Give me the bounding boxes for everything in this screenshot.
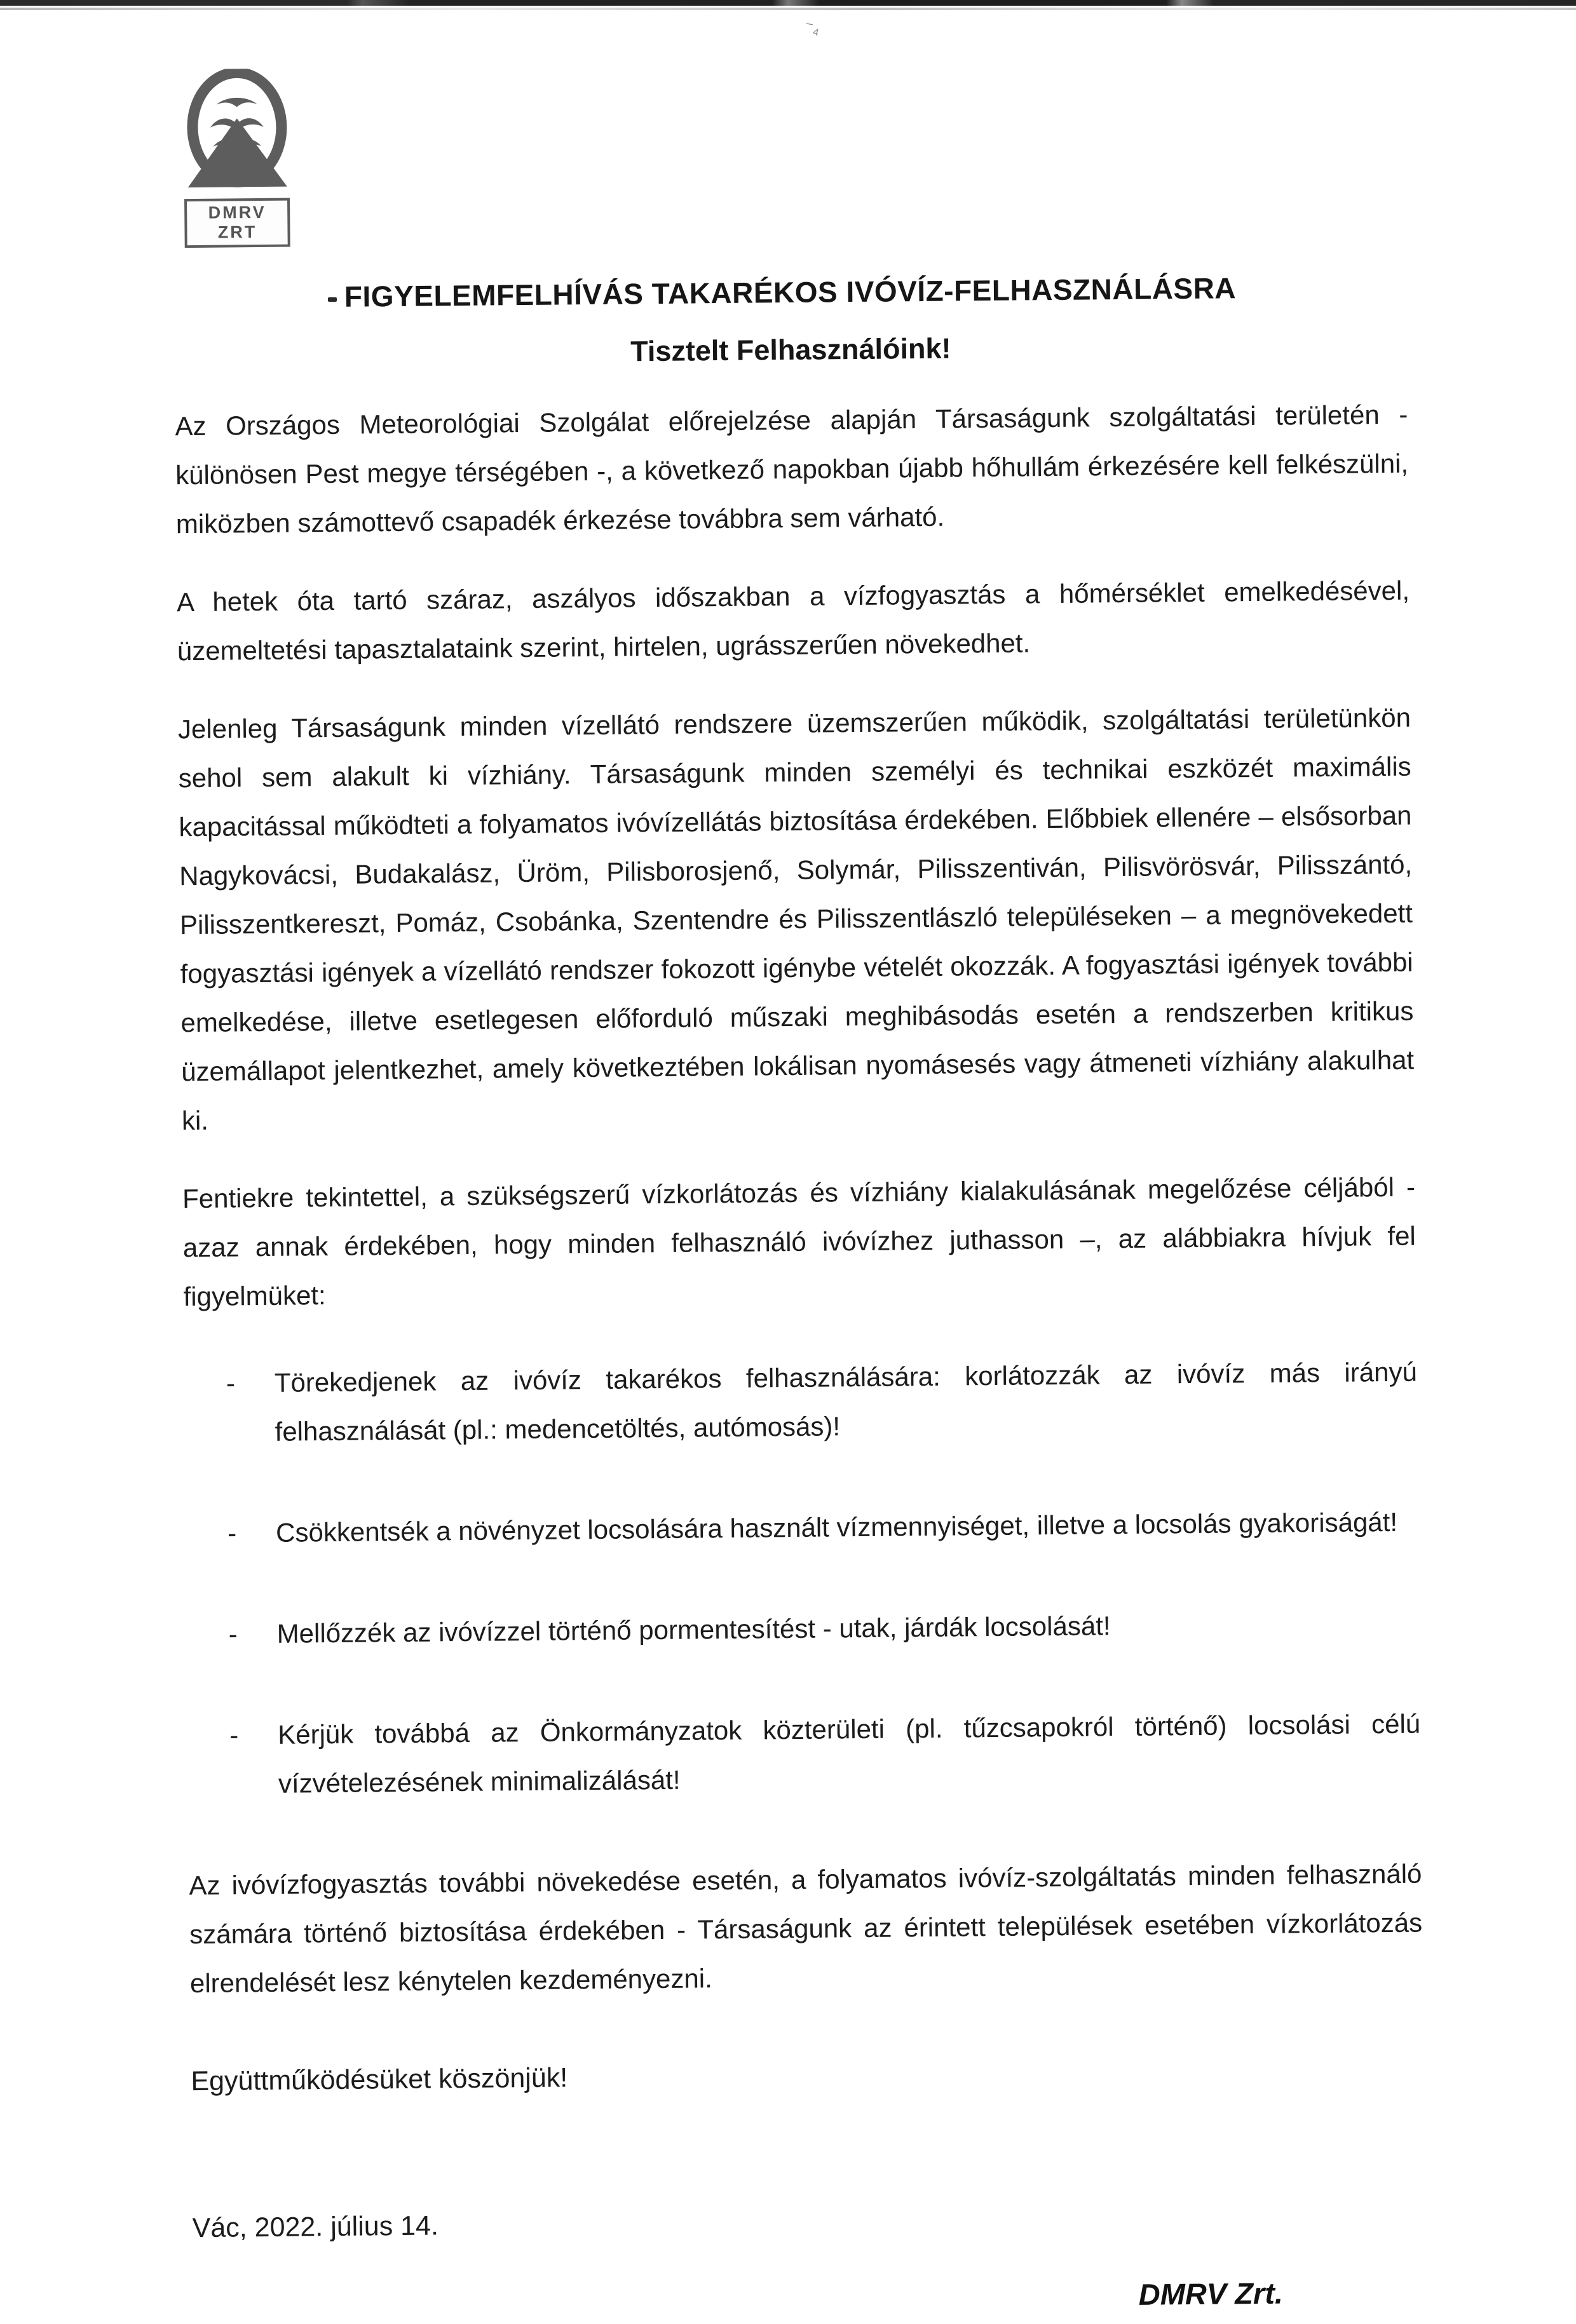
paragraph-forecast: Az Országos Meteorológiai Szolgálat előrejelzése alapján Társaságunk szolgáltatási területén - különösen Pest megye térségében -, a következő napokban újabb hőhullám érkezésére kell felkészülni, miközben számottevő csapadék érkezése továbbra sem várható. [175,399,1409,539]
scan-edge-artifact [0,0,1576,6]
document-title: FIGYELEMFELHÍVÁS TAKARÉKOS IVÓVÍZ-FELHASZNÁLÁSRA [344,271,1237,313]
logo-label: DMRV ZRT [208,202,266,242]
dmrv-emblem-icon [183,69,291,203]
signature-row [193,2274,1426,2324]
list-item [228,1598,1420,1659]
scan-edge-artifact-secondary [0,8,1576,10]
bullet-text: Csökkentsék a növényzet locsolására használt vízmennyiséget, illetve a locsolás gyakoriságát! [275,1506,1398,1548]
logo-label-box [184,198,290,248]
bullet-dash: - [228,1619,238,1649]
paragraph-attention: Fentiekre tekintettel, a szükségszerű vízkorlátozás és vízhiány kialakulásának megelőzése céljából - azaz annak érdekében, hogy minden felhasználó ivóvízhez juthasson –, az alábbiakra hívjuk fel figyelmüket: [182,1172,1416,1312]
salutation: Tisztelt Felhasználóink! [630,332,951,368]
scan-speck: ⁻₄ [803,16,822,39]
list-item [229,1699,1421,1809]
bullet-text: Kérjük továbbá az Önkormányzatok közterületi (pl. tűzcsapokról történő) locsolási célú vízvételezésének minimalizálását! [277,1708,1421,1799]
dmrv-logo [183,68,296,248]
signature: DMRV Zrt. [1138,2276,1284,2311]
letter-page [172,58,1426,2324]
bullet-text: Mellőzzék az ivóvízzel történő pormentesítést - utak, járdák locsolását! [276,1611,1111,1649]
recommendations-list [184,1348,1422,1809]
bullet-dash: - [226,1368,236,1398]
bullet-text: Törekedjenek az ivóvíz takarékos felhasználására: korlátozzák az ivóvíz más irányú felhasználását (pl.: medencetöltés, autómosás)! [274,1356,1418,1447]
bullet-dash: - [227,1518,237,1548]
bullet-dash: - [229,1720,239,1750]
list-item [228,1497,1419,1558]
paragraph-system-status: Jelenleg Társaságunk minden vízellátó rendszere üzemszerűen működik, szolgáltatási területünkön sehol sem alakult ki vízhiány. Társaságunk minden személyi és technikai eszközét maximális kapacitással működteti a folyamatos ivóvízellátás biztosítása érdekében. Előbbiek ellenére – elsősorban Nagykovácsi, Budakalász, Üröm, Pilisborosjenő, Solymár, Pilisszentiván, Pilisvörösvár, Pilisszántó, Pilisszentkereszt, Pomáz, Csobánka, Szentendre és Pilisszentlászló településeken – a megnövekedett fogyasztási igények a vízellátó rendszer fokozott igénybe vételét okozzák. A fogyasztási igények további emelkedése, illetve esetlegesen előforduló műszaki meghibásodás esetén a rendszerben kritikus üzemállapot jelentkezhet, amely következtében lokálisan nyomásesés vagy átmeneti vízhiány alakulhat ki. [177,702,1415,1136]
date-line: Vác, 2022. július 14. [192,2210,439,2244]
paragraph-closing-warning: Az ivóvízfogyasztás további növekedése esetén, a folyamatos ivóvíz-szolgáltatás minden felhasználó számára történő biztosítása érdekében - Társaságunk az érintett települések esetében vízkorlátozás elrendelését lesz kénytelen kezdeményezni. [189,1858,1423,1999]
list-item [226,1348,1418,1457]
paragraph-drought: A hetek óta tartó száraz, aszályos időszakban a vízfogyasztás a hőmérséklet emelkedésével, üzemeltetési tapasztalataink szerint, hirtelen, ugrásszerűen növekedhet. [176,575,1410,666]
thanks-line: Együttműködésüket köszönjük! [191,2062,568,2097]
